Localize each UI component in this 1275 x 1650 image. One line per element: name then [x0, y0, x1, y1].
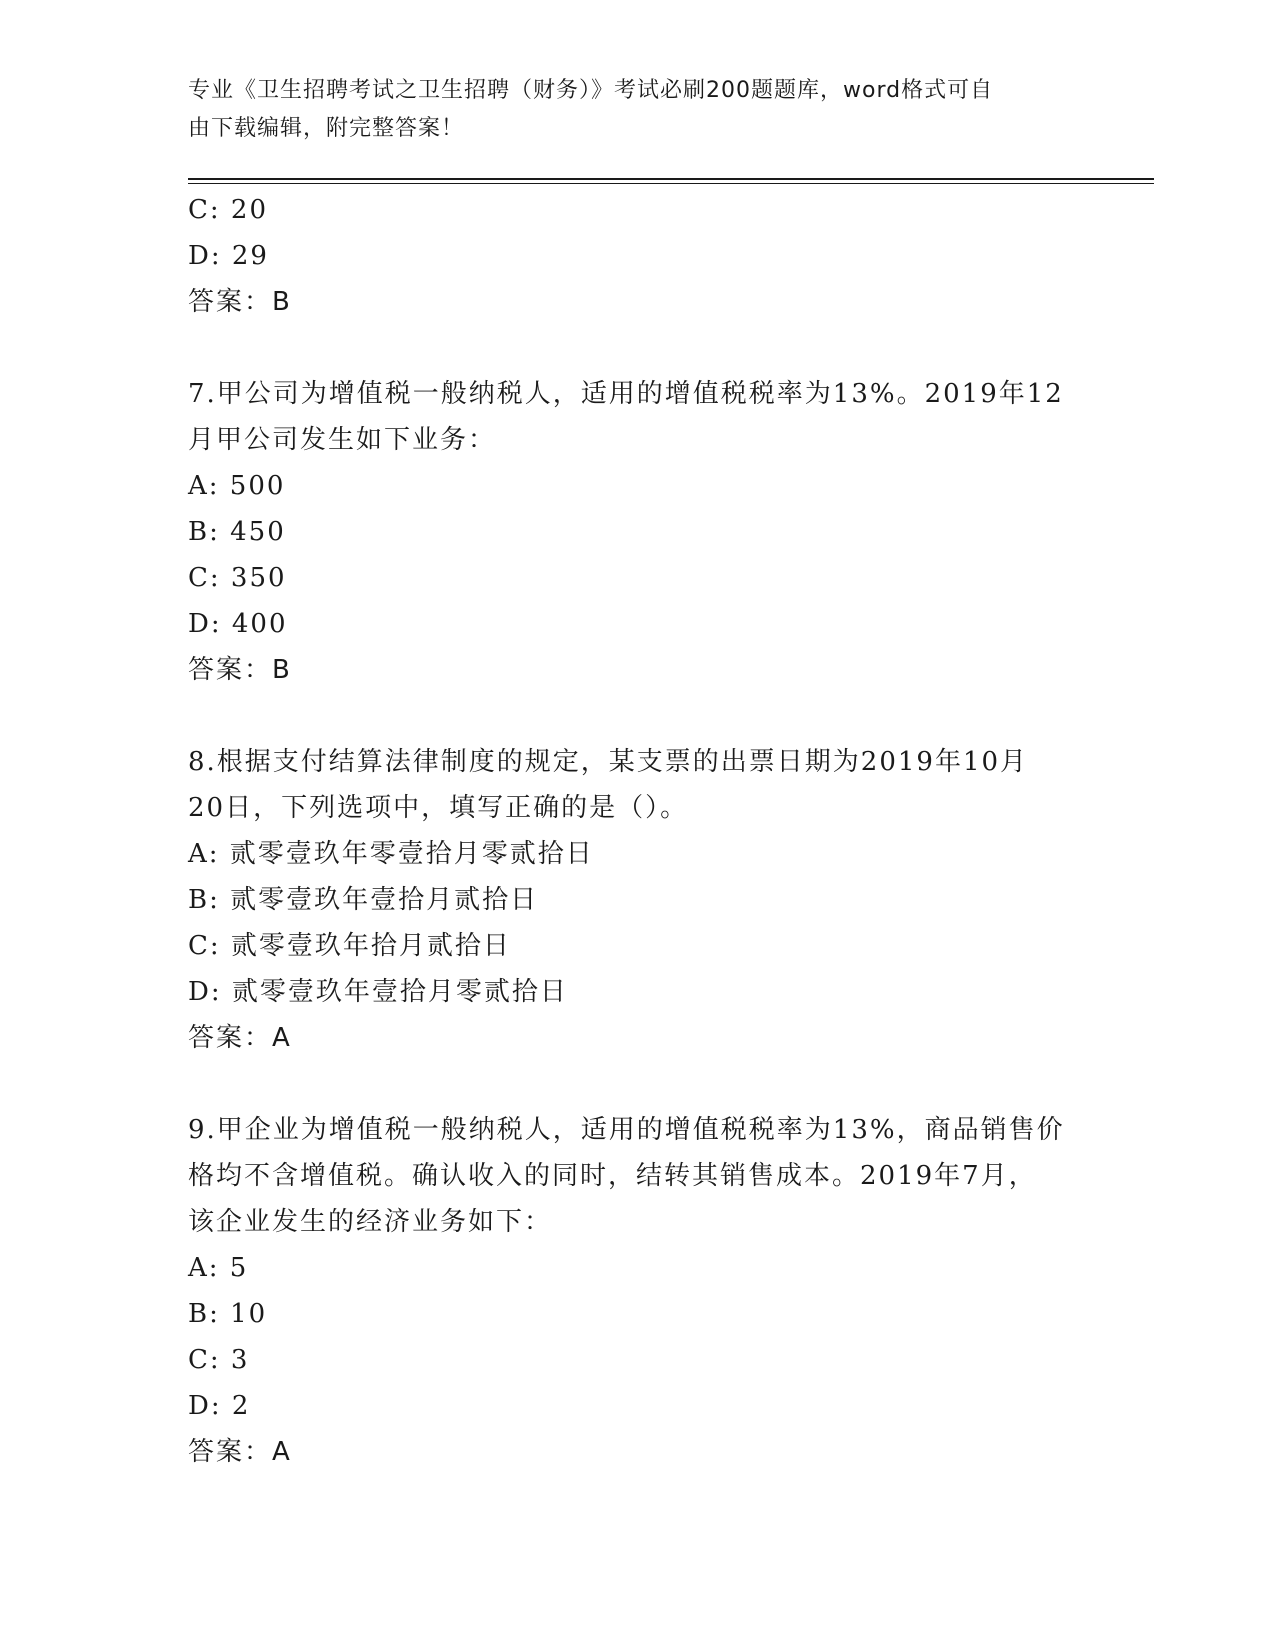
header-line-2: 由下载编辑，附完整答案！ [188, 116, 465, 141]
header-divider-thick [188, 178, 1154, 180]
header-line-1: 专业《卫生招聘考试之卫生招聘（财务）》考试必刷200题题库，word格式可自 [188, 78, 994, 103]
answer-line: 答案：B [188, 655, 292, 685]
answer-line: 答案：A [188, 1437, 292, 1467]
option-c: C: 350 [188, 563, 287, 593]
question-text-line-1: 8.根据支付结算法律制度的规定，某支票的出票日期为2019年10月 [188, 747, 1029, 777]
option-c: C: 20 [188, 195, 269, 225]
question-text-line-3: 该企业发生的经济业务如下： [188, 1207, 553, 1237]
spacer [188, 693, 1088, 739]
question-text-line-1: 7.甲公司为增值税一般纳税人，适用的增值税税率为13%。2019年12 [188, 379, 1064, 409]
option-b: B: 贰零壹玖年壹拾月贰拾日 [188, 885, 539, 915]
option-d: D: 2 [188, 1391, 251, 1421]
option-a: A: 5 [188, 1253, 249, 1283]
spacer [188, 1061, 1088, 1107]
option-c: C: 贰零壹玖年拾月贰拾日 [188, 931, 511, 961]
option-d: D: 29 [188, 241, 269, 271]
question-block-6 [188, 187, 1088, 325]
option-b: B: 450 [188, 517, 286, 547]
document-body [188, 187, 1088, 1475]
header-divider-thin [188, 183, 1154, 184]
question-text-line-2: 格均不含增值税。确认收入的同时，结转其销售成本。2019年7月， [188, 1161, 1037, 1191]
answer-line: 答案：B [188, 287, 292, 317]
question-text-line-1: 9.甲企业为增值税一般纳税人，适用的增值税税率为13%，商品销售价 [188, 1115, 1065, 1145]
question-block-8 [188, 739, 1088, 1061]
option-a: A: 500 [188, 471, 286, 501]
option-d: D: 贰零壹玖年壹拾月零贰拾日 [188, 977, 568, 1007]
question-block-9 [188, 1107, 1088, 1475]
option-d: D: 400 [188, 609, 288, 639]
spacer [188, 325, 1088, 371]
option-b: B: 10 [188, 1299, 268, 1329]
option-c: C: 3 [188, 1345, 250, 1375]
option-a: A: 贰零壹玖年零壹拾月零贰拾日 [188, 839, 594, 869]
document-header [188, 72, 1088, 148]
question-text-line-2: 月甲公司发生如下业务： [188, 425, 497, 455]
answer-line: 答案：A [188, 1023, 292, 1053]
question-text-line-2: 20日，下列选项中，填写正确的是（）。 [188, 793, 689, 823]
question-block-7 [188, 371, 1088, 693]
